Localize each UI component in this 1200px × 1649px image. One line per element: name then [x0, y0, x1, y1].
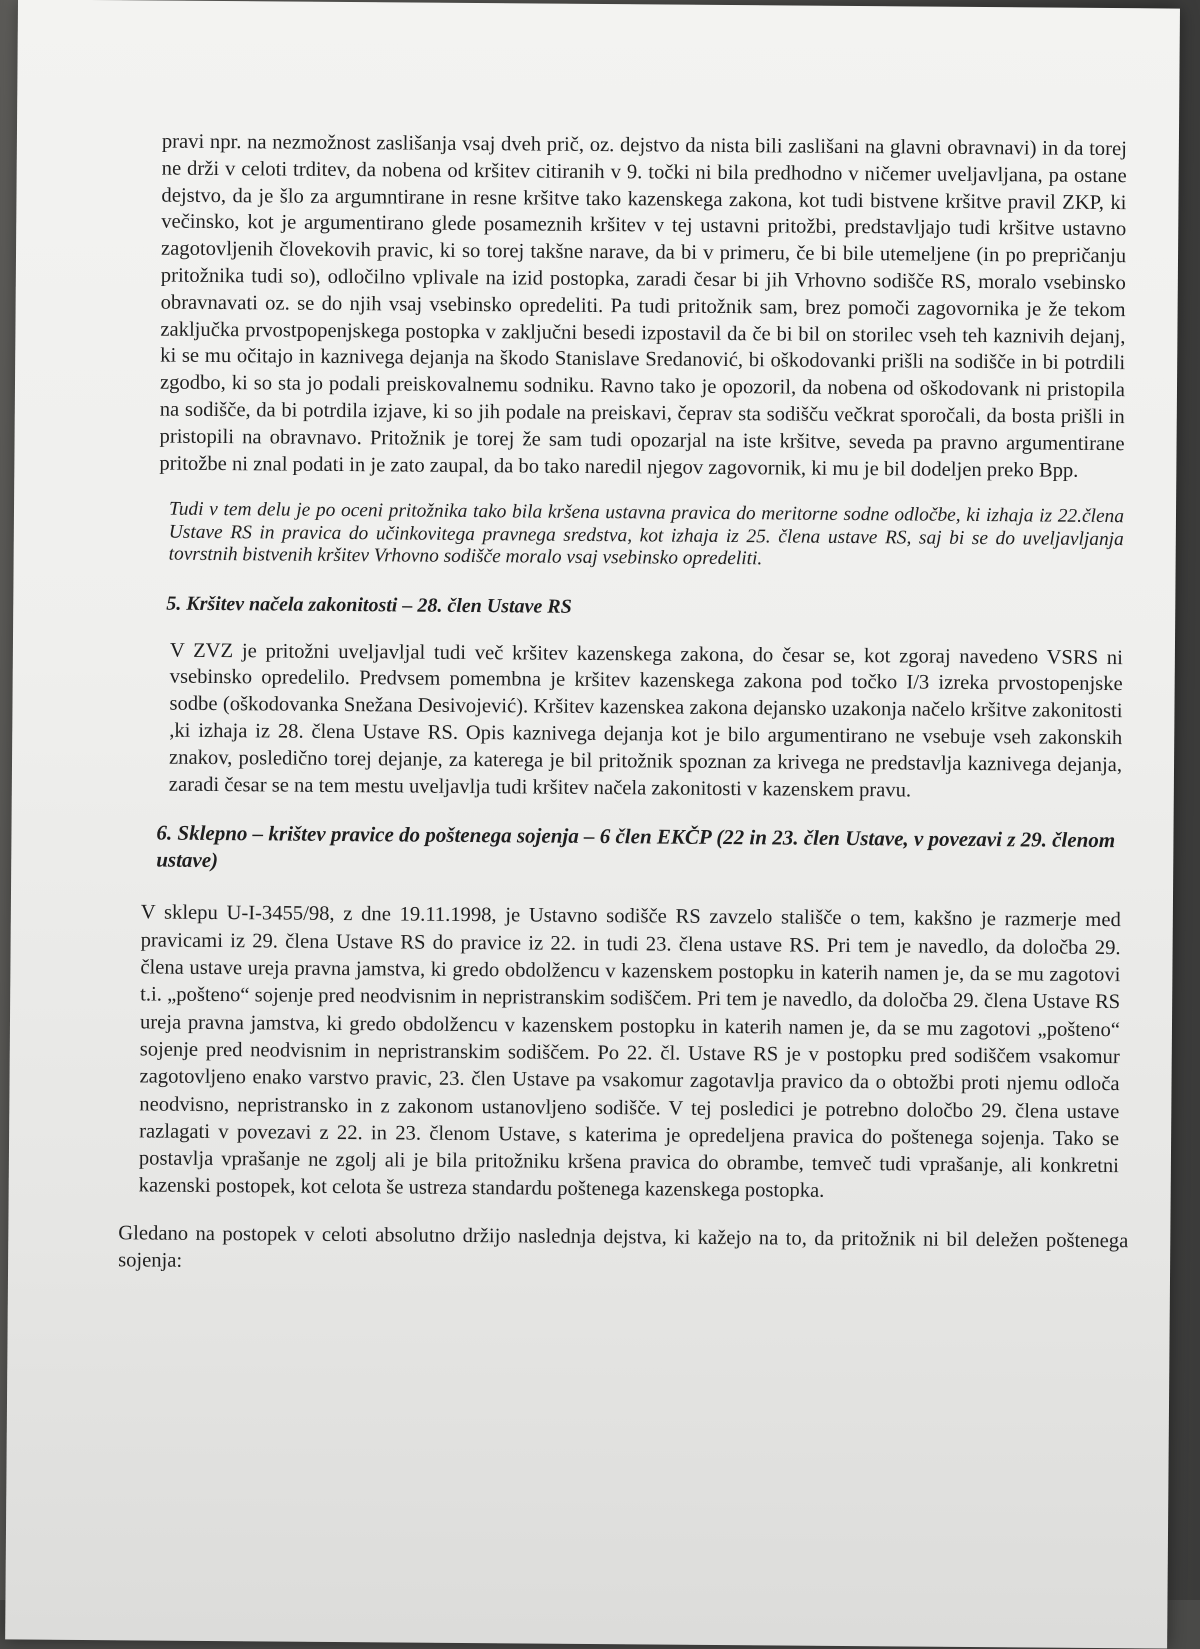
section-5-body: V ZVZ je pritožni uveljavljal tudi več kršitev kazenskega zakona, do česar se, kot zgoraj navedeno VSRS ni vsebinsko opredelilo. Predvsem pomembna je kršitev kazenskega zakona pod točko I/3 izreka prvostopenjske sodbe (oškodovanka Snežana Desivojević). Kršitev kazenskea zakona dejansko uzakonja načelo kršitve zakonitosti ,ki izhaja iz 28. člena Ustave RS. Opis kaznivega dejanja kot je bilo argumentirano ne vsebuje vseh zakonskih znakov, posledično torej dejanje, za katerega je bil pritožnik spoznan za krivega ne predstavlja kaznivega dejanja, zaradi česar se na tem mestu uveljavlja tudi kršitev načela zakonitosti v kazenskem pravu.	[168, 639, 1123, 802]
section-6-body: V sklepu U-I-3455/98, z dne 19.11.1998, je Ustavno sodišče RS zavzelo stališče o tem, kakšno je razmerje med pravicami iz 29. člena Ustave RS do pravice iz 22. in tudi 23. člena ustave RS. Pri tem je navedlo, da določba 29. člena ustave ureja pravna jamstva, ki gredo obdolžencu v kazenskem postopku in katerih namen je, da se mu zagotovi t.i. „pošteno“ sojenje pred neodvisnim in nepristranskim sodiščem. Pri tem je navedlo, da določba 29. člena Ustave RS ureja pravna jamstva, ki gredo obdolžencu v kazenskem postopku in katerih namen je, da se mu zagotovi „pošteno“ sojenje pred neodvisnim in nepristranskim sodiščem. Po 22. čl. Ustave RS je v postopku pred sodiščem vsakomur zagotovljeno enako varstvo pravic, 23. člen Ustave pa vsakomur zagotavlja pravico da o obtožbi proti njemu odloča neodvisno, nepristransko in z zakonom ustanovljeno sodišče. V tej posledici je potrebno določbo 29. člena ustave razlagati v povezavi z 22. in 23. členom Ustave, s katerima je opredeljena pravica do poštenega sojenja. Tako se postavlja vprašanje ne zgolj ali je bila pritožniku kršena pravica do obrambe, temveč tudi vprašanje, ali konkretni kazenski postopek, kot celota še ustreza standardu poštenega kazenskega postopka.	[138, 901, 1121, 1203]
section-6-heading: 6. Sklepno – krištev pravice do poštenega sojenja – 6 člen EKČP (22 in 23. člen Ustave, v povezavi z 29. členom ustave)	[156, 820, 1116, 873]
paragraph-final: Gledano na postopek v celoti absolutno držijo naslednja dejstva, ki kažejo na to, da pritožnik ni bil deležen poštenega sojenja:	[118, 1221, 1129, 1272]
document-page	[118, 129, 1129, 1282]
paragraph-italic-note: Tudi v tem delu je po oceni pritožnika tako bila kršena ustavna pravica do meritorne sodne odločbe, ki izhaja iz 22.člena Ustave RS in pravica do učinkovitega pravnega sredstva, kot izhaja iz 25. člena ustave RS, saj bi se do uveljavljanja tovrstnih bistvenih kršitev Vrhovno sodišče moralo vsaj vsebinsko opredeliti.	[168, 498, 1125, 570]
paragraph-intro: pravi npr. na nezmožnost zaslišanja vsaj dveh prič, oz. dejstvo da nista bili zaslišani na glavni obravnavi) in da torej ne drži v celoti trditev, da nobena od kršitev citiranih v 9. točki ni bila predhodno v ničemer uveljavljana, pa ostane dejstvo, da je šlo za argumntirane in resne kršitve tako kazenskega zakona, kot tudi bistvene kršitve pravil ZKP, ki večinsko, kot je argumentirano glede posameznih kršitev v tej ustavni pritožbi, predstavljajo tudi kršitve ustavno zagotovljenih človekovih pravic, ki so torej takšne narave, da bi v primeru, če bi bile utemeljene (in po prepričanju pritožnika tudi so), odločilno vplivale na izid postopka, zaradi česar bi jih Vrhovno sodišče RS, moralo vsebinsko obravnavati oz. se do njih vsaj vsebinsko opredeliti. Pa tudi pritožnik sam, brez pomoči zagovornika je že tekom zaključka prvostpopenjskega postopka v zaključni besedi izpostavil da če bi bil on storilec vseh teh kaznivih dejanj, ki se mu očitajo in kaznivega dejanja na škodo Stanislave Sredanović, bi oškodovanki prišli na sodišče in bi potrdili zgodbo, ki so sta jo podali preiskovalnemu sodniku. Ravno tako je opozoril, da nobena od oškodovank ni pristopila na sodišče, da bi potrdila izjave, ki so jih podale na preiskavi, čeprav sta sodišču večkrat sporočali, da bosta prišli in pristopili na obravnavo. Pritožnik je torej že sam tudi opozarjal na iste kršitve, seveda pa pravno argumentirane pritožbe ni znal podati in je zato zaupal, da bo tako naredil njegov zagovornik, ki mu je bil dodeljen preko Bpp.	[159, 130, 1127, 482]
section-5-heading: 5. Kršitev načela zakonitosti – 28. člen Ustave RS	[166, 592, 572, 618]
paper-sheet	[5, 0, 1180, 1649]
